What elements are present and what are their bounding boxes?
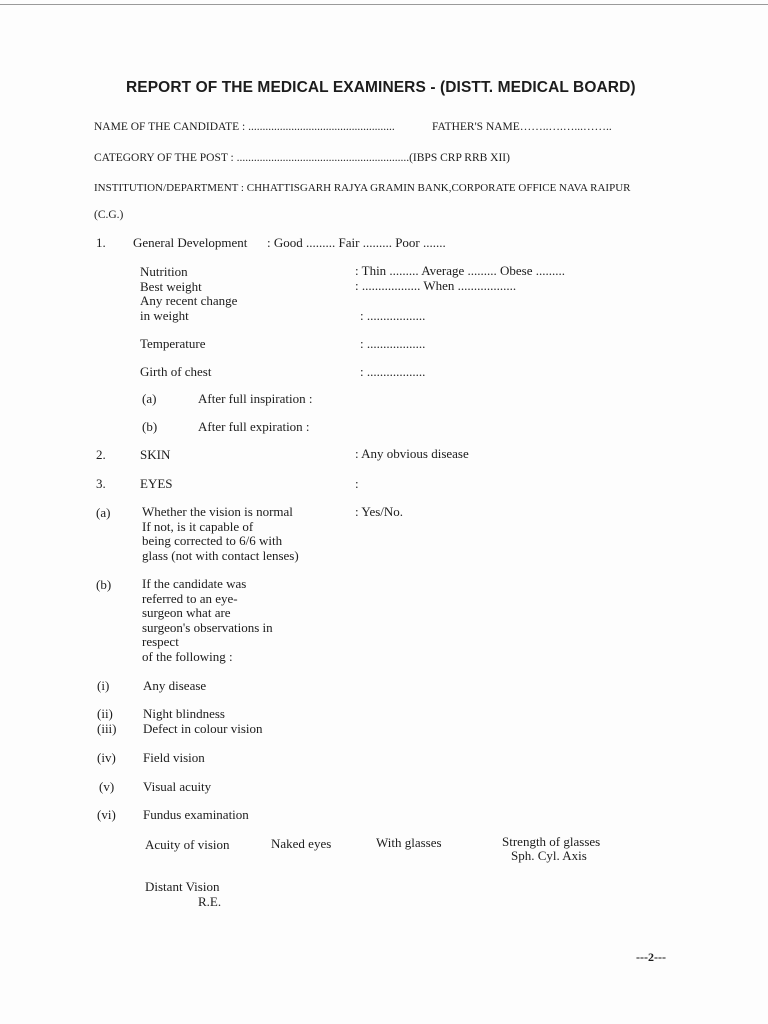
list-item-number: (iv) bbox=[97, 750, 116, 765]
page-title: REPORT OF THE MEDICAL EXAMINERS - (DISTT. MEDICAL BOARD) bbox=[126, 79, 636, 96]
page-number: ---2--- bbox=[636, 950, 666, 964]
list-item-number: (iii) bbox=[97, 721, 117, 736]
skin-value: : Any obvious disease bbox=[355, 446, 469, 461]
section-1-number: 1. bbox=[96, 235, 106, 250]
candidate-name-field: NAME OF THE CANDIDATE : ................................................... bbox=[94, 121, 395, 133]
field-vision-label: Field vision bbox=[143, 750, 205, 765]
expiration-label: After full expiration : bbox=[198, 419, 310, 434]
girth-of-chest-label: Girth of chest bbox=[140, 364, 212, 379]
naked-eyes-header: Naked eyes bbox=[271, 836, 332, 851]
general-development-label: General Development bbox=[133, 235, 248, 250]
temperature-label: Temperature bbox=[140, 336, 206, 351]
eyes-value: : bbox=[355, 476, 359, 491]
list-item-number: (v) bbox=[99, 779, 115, 794]
institution-continuation: (C.G.) bbox=[94, 209, 124, 221]
visual-acuity-label: Visual acuity bbox=[143, 779, 212, 794]
category-of-post-field: CATEGORY OF THE POST : ............................................................(IBPS CRP RRB XII) bbox=[94, 152, 510, 164]
inspiration-marker: (a) bbox=[142, 391, 157, 406]
expiration-marker: (b) bbox=[142, 419, 158, 434]
temperature-value: : .................. bbox=[360, 336, 426, 351]
nutrition-label: Nutrition bbox=[140, 264, 188, 279]
recent-weight-change-label: Any recent change in weight bbox=[140, 293, 238, 323]
any-disease-label: Any disease bbox=[143, 678, 207, 693]
eye-surgeon-question: If the candidate was referred to an eye- surgeon what are surgeon's observations in respect of the following : bbox=[142, 576, 273, 664]
with-glasses-header: With glasses bbox=[376, 835, 442, 850]
list-item-number: (ii) bbox=[97, 706, 113, 721]
recent-weight-change-value: : .................. bbox=[360, 308, 426, 323]
section-2-number: 2. bbox=[96, 447, 106, 462]
acuity-of-vision-header: Acuity of vision bbox=[145, 837, 230, 852]
general-development-options: : Good ......... Fair ......... Poor ....... bbox=[267, 235, 446, 250]
vision-normal-value: : Yes/No. bbox=[355, 504, 404, 519]
strength-of-glasses-header: Strength of glasses bbox=[502, 834, 601, 849]
distant-vision-label: Distant Vision bbox=[145, 879, 220, 894]
institution-field: INSTITUTION/DEPARTMENT : CHHATTISGARH RAJYA GRAMIN BANK,CORPORATE OFFICE NAVA RAIPUR bbox=[94, 182, 631, 194]
best-weight-value: : .................. When .................. bbox=[355, 278, 517, 293]
scan-edge-line bbox=[0, 4, 768, 5]
right-eye-label: R.E. bbox=[198, 894, 222, 909]
eye-surgeon-marker: (b) bbox=[96, 577, 112, 592]
eyes-label: EYES bbox=[140, 476, 173, 491]
vision-normal-question: Whether the vision is normal If not, is it capable of being corrected to 6/6 with glass (not with contact lenses) bbox=[142, 504, 299, 563]
fathers-name-field: FATHER'S NAME……..….…...…….. bbox=[432, 121, 612, 133]
list-item-number: (i) bbox=[97, 678, 110, 693]
list-item-number: (vi) bbox=[97, 807, 116, 822]
girth-of-chest-value: : .................. bbox=[360, 364, 426, 379]
fundus-examination-label: Fundus examination bbox=[143, 807, 249, 822]
colour-vision-label: Defect in colour vision bbox=[143, 721, 263, 736]
section-3-number: 3. bbox=[96, 476, 106, 491]
vision-normal-marker: (a) bbox=[96, 505, 111, 520]
skin-label: SKIN bbox=[140, 447, 171, 462]
nutrition-options: : Thin ......... Average ......... Obese ......... bbox=[355, 263, 566, 278]
night-blindness-label: Night blindness bbox=[143, 706, 225, 721]
sph-cyl-axis-header: Sph. Cyl. Axis bbox=[511, 848, 587, 863]
best-weight-label: Best weight bbox=[140, 279, 202, 294]
inspiration-label: After full inspiration : bbox=[198, 391, 313, 406]
